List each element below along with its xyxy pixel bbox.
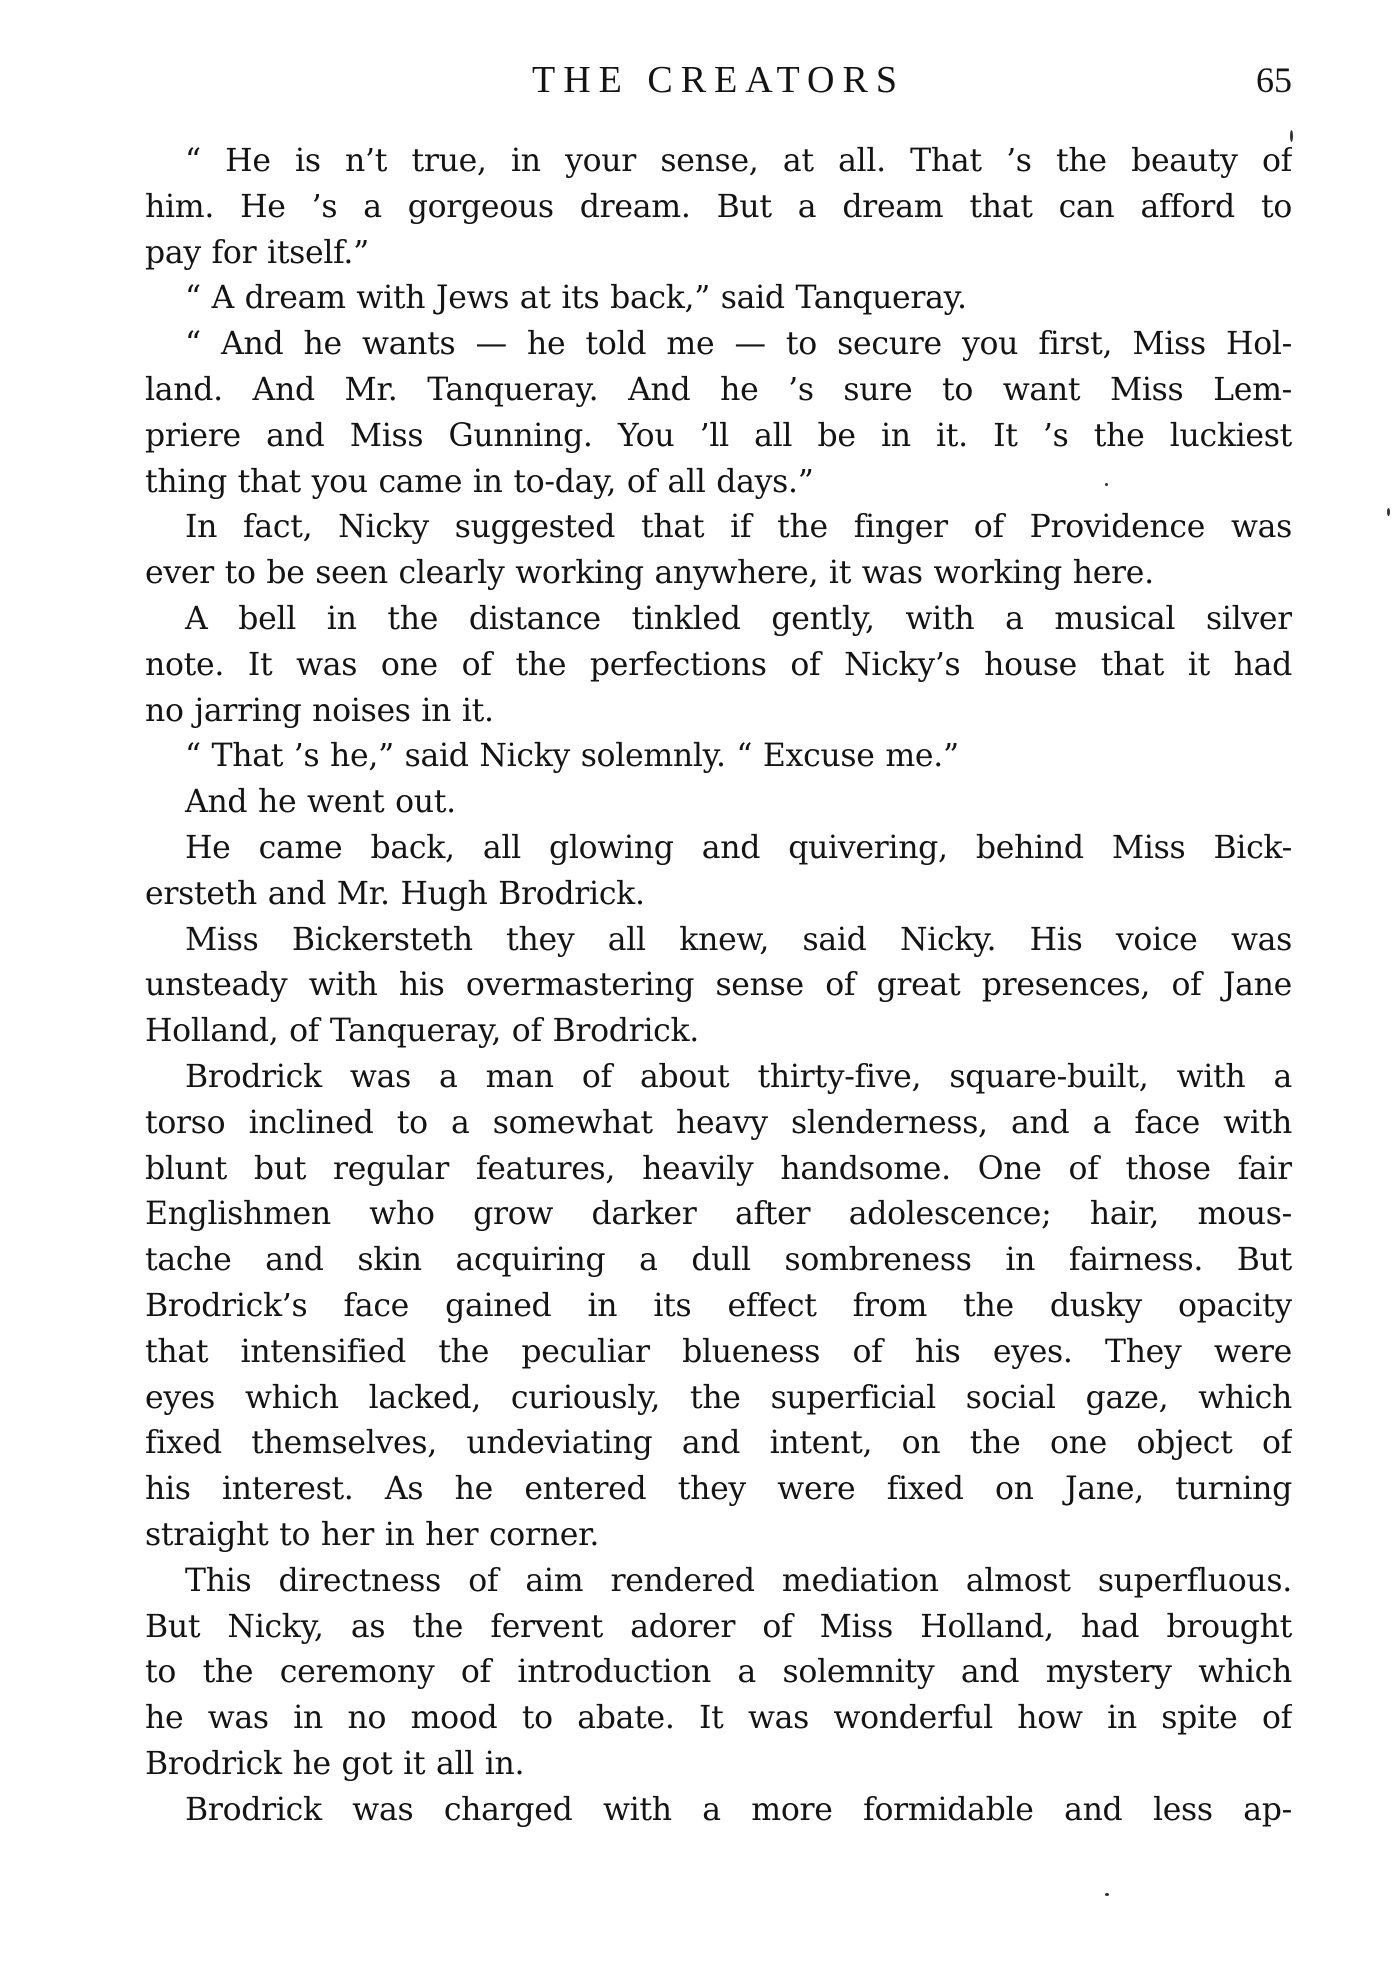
text-line: he was in no mood to abate. It was wonderful how in spite of	[145, 1700, 1292, 1737]
text-line: Brodrick was a man of about thirty-five, square-built, with a	[185, 1058, 1292, 1095]
text-line: Holland, of Tanqueray, of Brodrick.	[145, 1013, 700, 1050]
running-title: THE CREATORS	[532, 59, 905, 101]
text-line: his interest. As he entered they were fixed on Jane, turning	[145, 1471, 1292, 1508]
text-line: “ He is n’t true, in your sense, at all. That ’s the beauty of	[185, 143, 1292, 179]
text-line: land. And Mr. Tanqueray. And he ’s sure to want Miss Lem-	[145, 371, 1292, 408]
scan-speck	[1290, 130, 1293, 142]
text-line: straight to her in her corner.	[145, 1516, 600, 1553]
scan-speck	[1105, 1893, 1109, 1896]
body-text	[145, 139, 1292, 1833]
text-line: “ And he wants — he told me — to secure you first, Miss Hol-	[185, 326, 1292, 363]
text-line: thing that you came in to-day, of all days.”	[145, 463, 814, 500]
scan-speck	[1105, 483, 1108, 486]
text-line: This directness of aim rendered mediation almost superfluous.	[185, 1562, 1292, 1599]
text-line: to the ceremony of introduction a solemnity and mystery which	[145, 1654, 1292, 1691]
text-line: “ A dream with Jews at its back,” said Tanqueray.	[185, 280, 967, 317]
running-head	[145, 55, 1292, 105]
page-number: 65	[1256, 60, 1292, 100]
scan-speck	[1387, 508, 1390, 516]
text-line: He came back, all glowing and quivering, behind Miss Bick-	[185, 829, 1292, 866]
text-line: And he went out.	[185, 784, 456, 821]
text-line: Englishmen who grow darker after adolescence; hair, mous-	[145, 1196, 1292, 1233]
text-line: Brodrick’s face gained in its effect from the dusky opacity	[145, 1287, 1292, 1324]
text-line: unsteady with his overmastering sense of great presences, of Jane	[145, 967, 1292, 1004]
text-line: tache and skin acquiring a dull sombreness in fairness. But	[145, 1242, 1292, 1279]
text-line: that intensified the peculiar blueness of his eyes. They were	[145, 1333, 1292, 1370]
text-line: A bell in the distance tinkled gently, with a musical silver	[185, 600, 1292, 637]
text-line: priere and Miss Gunning. You ’ll all be in it. It ’s the luckiest	[145, 417, 1292, 454]
text-line: torso inclined to a somewhat heavy slenderness, and a face with	[145, 1104, 1292, 1141]
text-line: ersteth and Mr. Hugh Brodrick.	[145, 875, 645, 912]
text-line: blunt but regular features, heavily handsome. One of those fair	[145, 1150, 1292, 1187]
text-line: Brodrick he got it all in.	[145, 1745, 525, 1782]
text-line: But Nicky, as the fervent adorer of Miss Holland, had brought	[145, 1608, 1292, 1645]
text-line: fixed themselves, undeviating and intent, on the one object of	[145, 1425, 1292, 1462]
text-line: ever to be seen clearly working anywhere, it was working here.	[145, 555, 1154, 592]
text-line: “ That ’s he,” said Nicky solemnly. “ Excuse me.”	[185, 738, 959, 775]
text-line: Brodrick was charged with a more formidable and less ap-	[185, 1791, 1292, 1828]
text-line: pay for itself.”	[145, 234, 369, 271]
text-line: him. He ’s a gorgeous dream. But a dream that can afford to	[145, 188, 1292, 225]
text-line: In fact, Nicky suggested that if the finger of Providence was	[185, 509, 1292, 546]
text-line: note. It was one of the perfections of Nicky’s house that it had	[145, 646, 1292, 683]
text-line: eyes which lacked, curiously, the superficial social gaze, which	[145, 1379, 1292, 1416]
text-line: no jarring noises in it.	[145, 692, 494, 729]
text-line: Miss Bickersteth they all knew, said Nicky. His voice was	[185, 921, 1292, 958]
